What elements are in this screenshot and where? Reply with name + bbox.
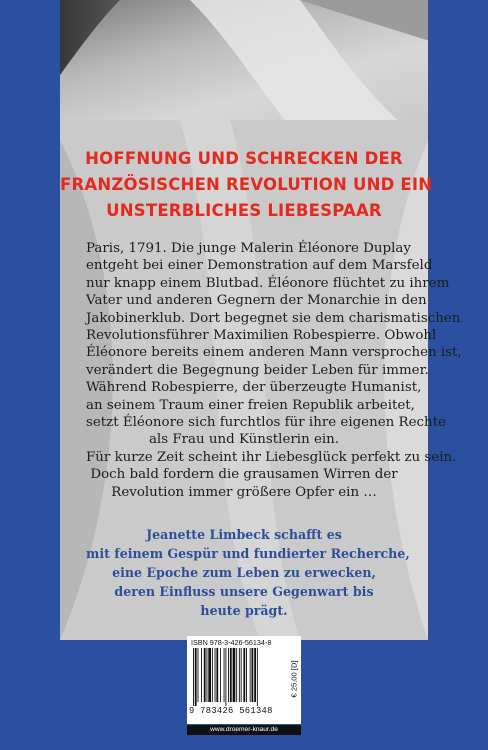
ean-digits: 9 783426 561348 [189, 706, 273, 716]
blurb-line: Jakobinerklub. Dort begegnet sie dem charismatischen [86, 310, 461, 326]
barcode-bars [191, 648, 285, 706]
blurb-line: Doch bald fordern die grausamen Wirren der [90, 467, 398, 483]
praise-line: heute prägt. [200, 603, 288, 618]
praise-quote [86, 525, 410, 620]
blurb-line: Während Robespierre, der überzeugte Humanist, [86, 380, 422, 396]
blurb-line: setzt Éléonore sich furchtlos für ihre eigenen Rechte [86, 415, 446, 431]
blurb-line: Revolution immer größere Opfer ein … [111, 484, 377, 500]
blurb-line: Für kurze Zeit scheint ihr Liebesglück perfekt zu sein. [86, 449, 457, 465]
tagline-line: HOFFNUNG UND SCHRECKEN DER [85, 149, 403, 168]
blurb-line: Paris, 1791. Die junge Malerin Éléonore Duplay [86, 241, 411, 256]
blurb-line: an seinem Traum einer freien Republik arbeitet, [86, 397, 415, 413]
tagline-line: FRANZÖSISCHEN REVOLUTION UND EIN [60, 175, 433, 194]
blurb-text [86, 240, 462, 501]
tagline-line: UNSTERBLICHES LIEBESPAAR [106, 201, 382, 220]
price-text: € 25,00 [D] [289, 660, 299, 698]
publisher-website: www.droemer-knaur.de [187, 725, 301, 735]
blurb-line: Éléonore bereits einem anderen Mann versprochen ist, [86, 345, 462, 361]
praise-line: mit feinem Gespür und fundierter Recherche, [86, 546, 410, 561]
blurb-line: entgeht bei einer Demonstration auf dem Marsfeld [86, 258, 433, 274]
blurb-line: als Frau und Künstlerin ein. [148, 432, 340, 448]
blurb-line: nur knapp einem Blutbad. Éléonore flüchtet zu ihrem [86, 275, 450, 291]
barcode-panel [187, 636, 301, 724]
blurb-line: Vater und anderen Gegnern der Monarchie in den [86, 293, 427, 309]
isbn-label: ISBN 978-3-426-56134-8 [191, 638, 272, 647]
praise-line: deren Einfluss unsere Gegenwart bis [114, 584, 374, 599]
blurb-line: verändert die Begegnung beider Leben für immer. [86, 362, 429, 378]
price-label [288, 646, 300, 712]
tagline [60, 146, 433, 224]
praise-line: eine Epoche zum Leben zu erwecken, [112, 565, 376, 580]
praise-line: Jeanette Limbeck schafft es [146, 527, 342, 542]
blurb-line: Revolutionsführer Maximilien Robespierre. Obwohl [86, 328, 437, 344]
